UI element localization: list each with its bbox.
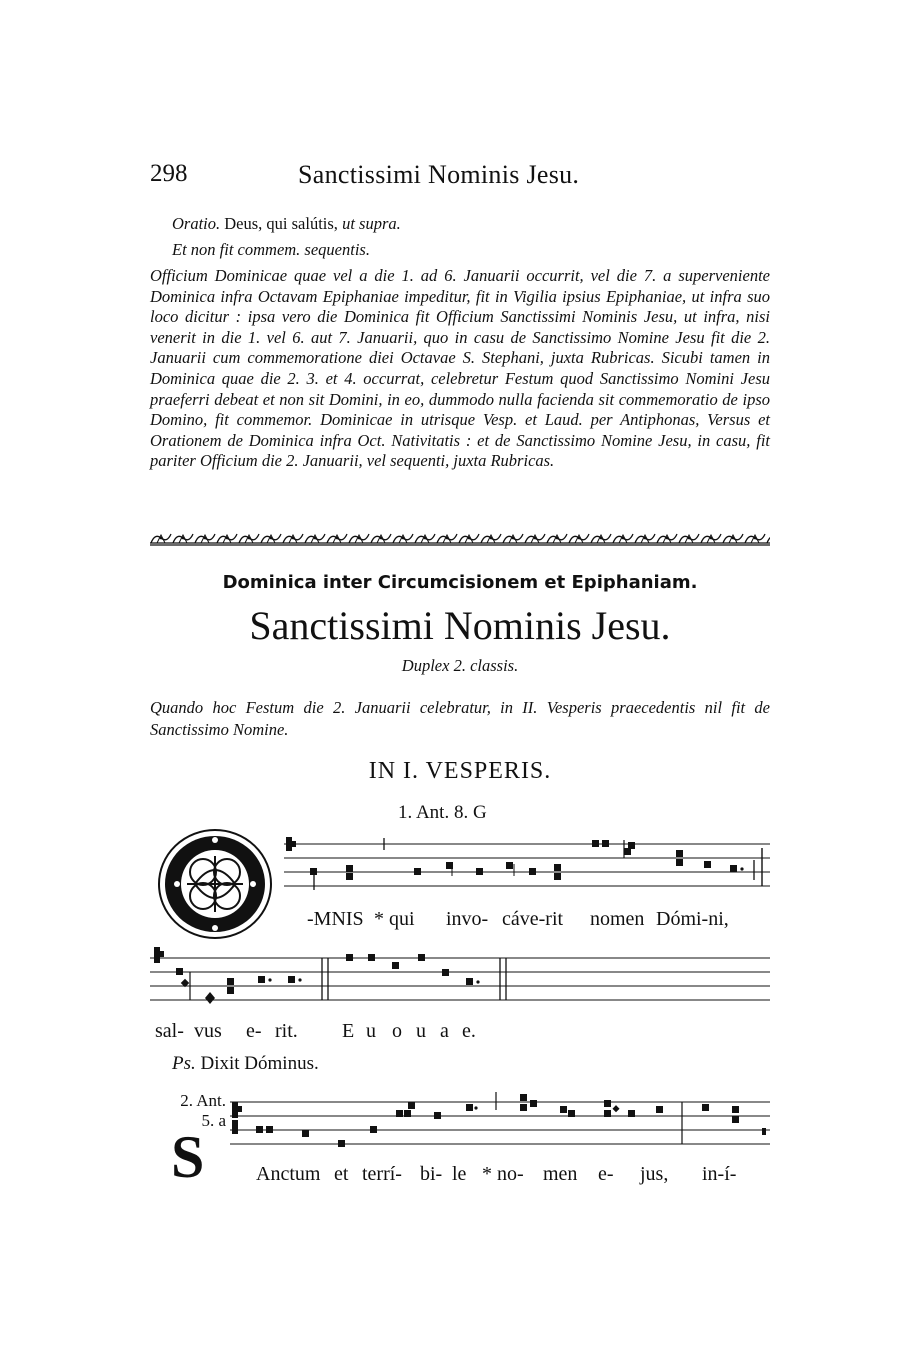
euouae-letter: e. — [462, 1020, 476, 1042]
lyric-syllable: bi- — [420, 1163, 443, 1185]
office-heading: IN I. VESPERIS. — [368, 758, 552, 784]
lyric-syllable: in-í- — [702, 1163, 737, 1185]
antiphon-2-label: 2. Ant. — [180, 1091, 226, 1110]
decorated-initial-o-icon — [155, 826, 275, 942]
oratio-ref: ut supra. — [342, 214, 401, 233]
lyric-syllable: * no- — [482, 1163, 524, 1185]
euouae-letter: E — [342, 1020, 355, 1042]
psalm-label: Ps. — [172, 1053, 196, 1074]
running-header — [150, 160, 790, 200]
lyric-syllable: vus — [194, 1020, 222, 1042]
lyric-syllable: Anctum — [256, 1163, 321, 1185]
feast-title: Sanctissimi Nominis Jesu. — [249, 603, 671, 648]
lyric-syllable: cáve-rit — [502, 908, 564, 930]
antiphon-2-mode: 5. a — [201, 1111, 226, 1130]
lyric-syllable: sal- — [155, 1020, 184, 1042]
oratio-text: Deus, qui salútis, — [220, 214, 343, 233]
lyric-syllable: * qui — [374, 908, 415, 930]
lyric-syllable: men — [543, 1163, 578, 1185]
lyric-syllable: terrí- — [362, 1163, 402, 1185]
ornamental-divider — [150, 530, 770, 546]
antiphon-2-initial: S — [171, 1124, 205, 1190]
euouae-letter: o — [392, 1020, 402, 1042]
commem-note: Et non fit commem. sequentis. — [172, 240, 370, 259]
psalm-text: Dixit Dóminus. — [195, 1053, 319, 1074]
chant-staff-2 — [150, 942, 770, 1012]
lyric-syllable: invo- — [446, 908, 489, 930]
lyric-syllable: e- — [246, 1020, 262, 1042]
chant-staff-1 — [284, 830, 770, 900]
rubric-paragraph: Officium Dominicae quae vel a die 1. ad 6. Januarii occurrit, vel die 7. a superveniente Dominica infra Octavam Epiphaniae impeditur, fit in Vigilia ipsius Epiphaniae, ut infra suo loco dicitur : ipsa vero die Dominica fit Officium Sanctissimi Nominis Jesu, ut infra, nisi venerit in die 1. vel 6. aut 7. Januarii, quo in casu de Sanctissimo Nomine Jesu fit die 2. Januarii cum commemoratione diei Octavae S. Stephani, juxta Rubricas. Sicubi tamen in Dominica quae die 2. 3. et 4. occurrat, celebretur Festum quod Sanctissimo Nomini Jesu praeferri debeat et non sit Domini, in eo, dummodo nulla facienda sit commemoratio de ipso Domino, fit commemor. Dominicae in utrisque Vesp. et Laud. per Antiphonas, Versus et Orationem de Dominica infra Oct. Nativitatis : et de Sanctissimo Nomine Jesu, in casu, fit pariter Officium die 2. Januarii, vel sequenti, juxta Rubricas. — [150, 266, 770, 471]
lyric-syllable: nomen — [590, 908, 645, 930]
oratio-line — [172, 214, 401, 234]
chant-staff-3 — [230, 1088, 770, 1158]
lyric-syllable: jus, — [640, 1163, 669, 1185]
lyric-syllable: -MNIS — [307, 908, 364, 930]
antiphon-1-label: 1. Ant. 8. G — [398, 802, 487, 823]
euouae-letter: u — [366, 1020, 376, 1042]
lyric-syllable: e- — [598, 1163, 614, 1185]
lyric-syllable: le — [452, 1163, 467, 1185]
euouae-letter: u — [416, 1020, 426, 1042]
lyric-syllable: Dómi-ni, — [656, 908, 729, 930]
psalm-incipit — [172, 1053, 319, 1075]
lyric-syllable: rit. — [275, 1020, 298, 1042]
sunday-title: Dominica inter Circumcisionem et Epiphaniam. — [222, 572, 698, 593]
running-title: Sanctissimi Nominis Jesu. — [298, 160, 580, 189]
euouae-letter: a — [440, 1020, 449, 1042]
feast-rubric: Quando hoc Festum die 2. Januarii celebratur, in II. Vesperis praecedentis nil fit de Sanctissimo Nomine. — [150, 698, 770, 739]
lyric-syllable: et — [334, 1163, 349, 1185]
rank-line: Duplex 2. classis. — [401, 656, 519, 675]
page-number: 298 — [150, 160, 188, 187]
oratio-label: Oratio. — [172, 214, 221, 233]
